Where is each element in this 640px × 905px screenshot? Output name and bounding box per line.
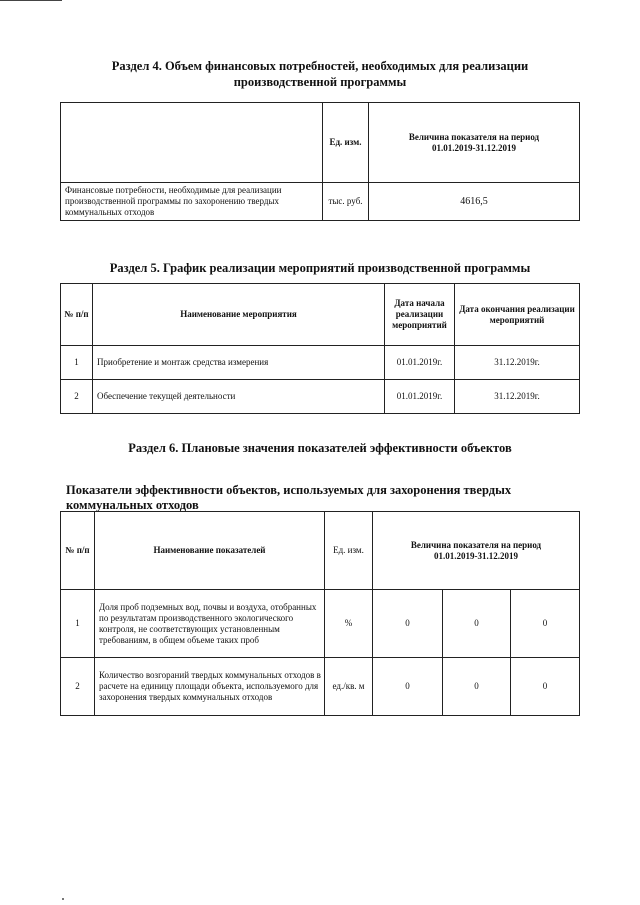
row-start: 01.01.2019г. [385, 346, 455, 380]
table-row [61, 590, 580, 658]
row-end: 31.12.2019г. [455, 346, 580, 380]
row-value-1: 0 [373, 658, 443, 716]
section6-title: Раздел 6. Плановые значения показателей эффективности объектов [128, 441, 512, 455]
row-value-2: 0 [443, 658, 511, 716]
row-num: 2 [61, 380, 93, 414]
value-header-line2: 01.01.2019-31.12.2019 [432, 142, 516, 153]
row-unit: % [325, 590, 373, 658]
row-name: Обеспечение текущей деятельности [93, 380, 385, 414]
num-header: № п/п [61, 512, 95, 590]
section6-subtitle [66, 483, 511, 513]
num-header: № п/п [61, 284, 93, 346]
section4-title-line2: производственной программы [233, 75, 407, 89]
row-name: Доля проб подземных вод, почвы и воздуха, отобранных по результатам производственного экологического контроля, не соответствующих установленным требованиям, в общем объеме таких проб [95, 590, 325, 658]
table-row [61, 380, 580, 414]
table-header-row [61, 512, 580, 546]
empty-header-cell [61, 103, 323, 183]
row-label: Финансовые потребности, необходимые для реализации производственной программы по захоронению твердых коммунальных отходов [61, 183, 323, 221]
row-start: 01.01.2019г. [385, 380, 455, 414]
row-name: Количество возгораний твердых коммунальных отходов в расчете на единицу площади объекта, используемого для захоронения твердых коммунальных отходов [95, 658, 325, 716]
name-header: Наименование мероприятия [93, 284, 385, 346]
row-value-2: 0 [443, 590, 511, 658]
row-unit: тыс. руб. [323, 183, 369, 221]
section4-table [60, 102, 580, 221]
unit-header: Ед. изм. [325, 512, 373, 590]
section6-subtitle-line2: коммунальных отходов [66, 498, 199, 512]
start-date-header: Дата начала реализации мероприятий [385, 284, 455, 346]
value-header [373, 512, 580, 590]
section5-table [60, 283, 580, 414]
section6-table [60, 511, 580, 716]
value-header-line2: 01.01.2019-31.12.2019 [434, 550, 518, 561]
row-unit: ед./кв. м [325, 658, 373, 716]
value-header-line1: Величина показателя на период [410, 539, 542, 550]
table-row [61, 658, 580, 716]
table-row [61, 183, 580, 221]
value-header [369, 103, 580, 183]
table-header-row [61, 103, 580, 183]
row-name: Приобретение и монтаж средства измерения [93, 346, 385, 380]
top-rule [0, 0, 62, 1]
section4-title [0, 58, 640, 90]
section5-title: Раздел 5. График реализации мероприятий производственной программы [109, 261, 531, 275]
row-end: 31.12.2019г. [455, 380, 580, 414]
table-header-row [61, 284, 580, 346]
section4-title-line1: Раздел 4. Объем финансовых потребностей, необходимых для реализации [111, 59, 529, 73]
row-num: 2 [61, 658, 95, 716]
table-row [61, 346, 580, 380]
scan-speck [62, 898, 64, 900]
unit-header: Ед. изм. [323, 103, 369, 183]
name-header: Наименование показателей [95, 512, 325, 590]
row-value-1: 0 [373, 590, 443, 658]
row-value: 4616,5 [369, 183, 580, 221]
row-num: 1 [61, 590, 95, 658]
row-num: 1 [61, 346, 93, 380]
row-value-3: 0 [511, 590, 580, 658]
value-header-line1: Величина показателя на период [408, 131, 540, 142]
row-value-3: 0 [511, 658, 580, 716]
section6-subtitle-line1: Показатели эффективности объектов, используемых для захоронения твердых [66, 483, 512, 497]
end-date-header: Дата окончания реализации мероприятий [455, 284, 580, 346]
